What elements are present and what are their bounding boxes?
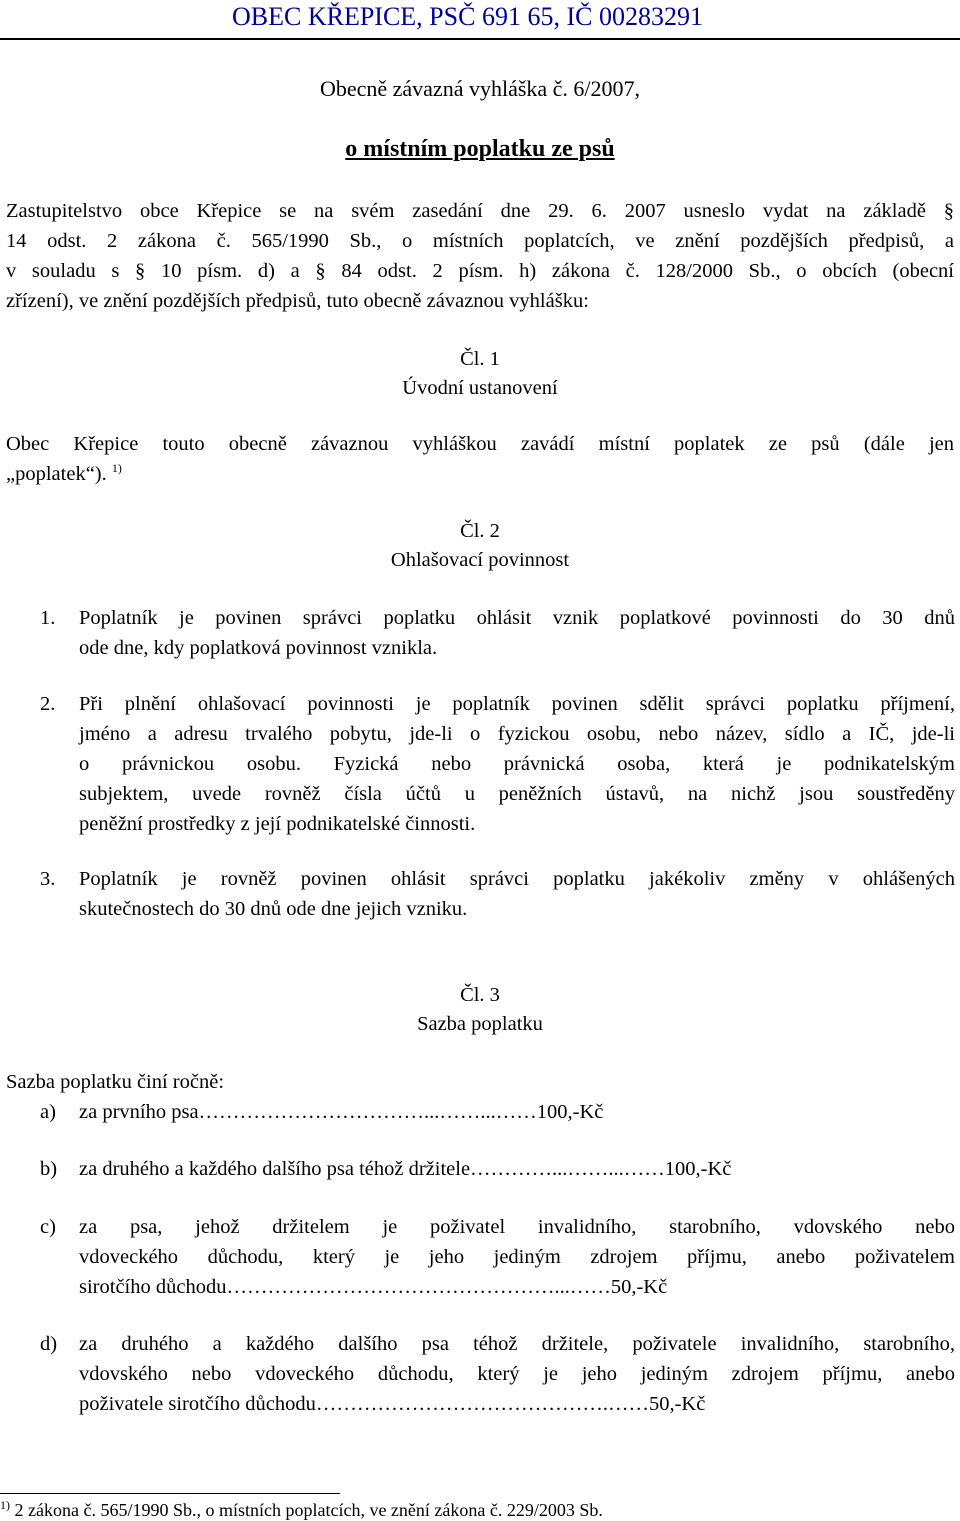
header-divider xyxy=(0,38,960,40)
rate-line: za prvního psa……………………………...……...……100,-Kč xyxy=(79,1101,604,1123)
rate-line: vdovského nebo vdoveckého důchodu, který je jeho jediným zdrojem příjmu, anebo xyxy=(79,1363,955,1385)
item-line: peněžní prostředky z její podnikatelské činnosti. xyxy=(79,813,476,835)
article-1-text xyxy=(6,459,606,489)
article-1-heading: Čl. 1 xyxy=(460,348,500,370)
footnote-mark: 1) xyxy=(0,1498,10,1512)
item-letter: c) xyxy=(40,1216,56,1238)
rate-line: za druhého a každého dalšího psa téhož držitele, poživatele invalidního, starobního, xyxy=(79,1333,955,1355)
item-number: 2. xyxy=(40,693,56,715)
article-3-title: Sazba poplatku xyxy=(417,1013,543,1035)
item-letter: a) xyxy=(40,1101,56,1123)
document-subtitle: o místním poplatku ze psů xyxy=(345,136,615,162)
municipality-header: OBEC KŘEPICE, PSČ 691 65, IČ 00283291 xyxy=(232,2,703,31)
article-2-title: Ohlašovací povinnost xyxy=(390,549,570,571)
footnote-reference: 1) xyxy=(111,461,122,476)
rate-line: poživatele sirotčího důchodu…………………………………….……50,-Kč xyxy=(79,1393,706,1415)
footnote-text: 2 zákona č. 565/1990 Sb., o místních poplatcích, ve znění zákona č. 229/2003 Sb. xyxy=(14,1500,603,1520)
item-number: 3. xyxy=(40,868,56,890)
item-line: o právnickou osobu. Fyzická nebo právnická osoba, která je podnikatelským xyxy=(79,753,955,775)
rate-line: za psa, jehož držitelem je poživatel invalidního, starobního, vdovského nebo xyxy=(79,1216,955,1238)
article-1-text-end: „poplatek“). xyxy=(6,463,107,485)
item-line: ode dne, kdy poplatková povinnost vznikla. xyxy=(79,637,438,659)
intro-line: v souladu s § 10 písm. d) a § 84 odst. 2 písm. h) zákona č. 128/2000 Sb., o obcích (obecní xyxy=(6,260,954,282)
rate-line: sirotčího důchodu…………………………………………...……50,-Kč xyxy=(79,1276,668,1298)
intro-line: Zastupitelstvo obce Křepice se na svém zasedání dne 29. 6. 2007 usneslo vydat na základě § xyxy=(6,200,954,222)
article-1-title: Úvodní ustanovení xyxy=(402,377,558,399)
intro-line: zřízení), ve znění pozdějších předpisů, tuto obecně závaznou vyhlášku: xyxy=(6,290,589,312)
rate-line: vdoveckého důchodu, který je jeho jediným zdrojem příjmu, anebo poživatelem xyxy=(79,1246,955,1268)
item-line: skutečnostech do 30 dnů ode dne jejich vzniku. xyxy=(79,898,468,920)
rate-line: za druhého a každého dalšího psa téhož držitele…………...……...……100,-Kč xyxy=(79,1158,732,1180)
item-line: Poplatník je povinen správci poplatku ohlásit vznik poplatkové povinnosti do 30 dnů xyxy=(79,607,955,629)
article-3-heading: Čl. 3 xyxy=(460,984,500,1006)
article-2-heading: Čl. 2 xyxy=(460,520,500,542)
item-line: Poplatník je rovněž povinen ohlásit správci poplatku jakékoliv změny v ohlášených xyxy=(79,868,955,890)
document-title: Obecně závazná vyhláška č. 6/2007, xyxy=(319,76,641,101)
intro-line: 14 odst. 2 zákona č. 565/1990 Sb., o místních poplatcích, ve znění pozdějších předpisů, a xyxy=(6,230,954,252)
item-letter: b) xyxy=(40,1158,58,1180)
footnote xyxy=(0,1500,603,1521)
item-line: subjektem, uvede rovněž čísla účtů u peněžních ústavů, na nichž jsou soustředěny xyxy=(79,783,955,805)
item-line: jméno a adresu trvalého pobytu, jde-li o fyzickou osobu, nebo název, sídlo a IČ, jde-li xyxy=(79,723,955,745)
footnote-divider xyxy=(0,1493,340,1494)
item-number: 1. xyxy=(40,607,56,629)
rate-intro: Sazba poplatku činí ročně: xyxy=(6,1071,225,1093)
item-letter: d) xyxy=(40,1333,58,1355)
item-line: Při plnění ohlašovací povinnosti je poplatník povinen sdělit správci poplatku příjmení, xyxy=(79,693,955,715)
article-1-text: Obec Křepice touto obecně závaznou vyhláškou zavádí místní poplatek ze psů (dále jen xyxy=(6,433,954,455)
